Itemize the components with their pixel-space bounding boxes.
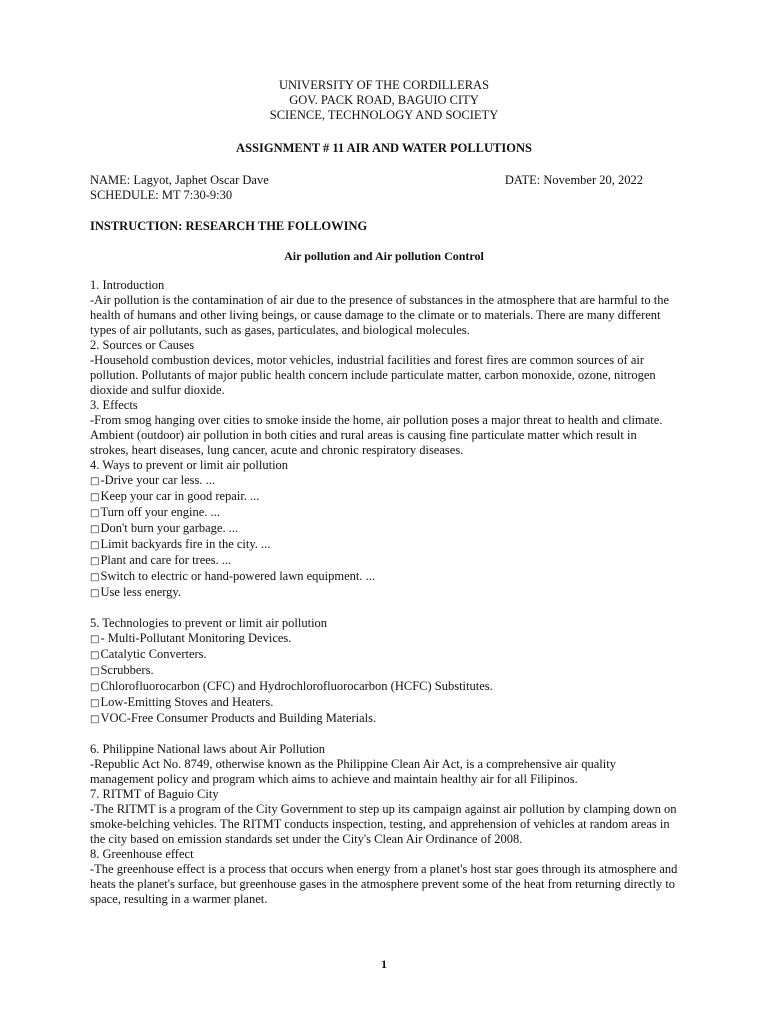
- list-item: □ Chlorofluorocarbon (CFC) and Hydrochlorofluorocarbon (HCFC) Substitutes.: [90, 679, 678, 695]
- list-item: □ - Multi-Pollutant Monitoring Devices.: [90, 631, 678, 647]
- section-heading: 7. RITMT of Baguio City: [90, 787, 219, 801]
- list-item: □ Don't burn your garbage. ...: [90, 521, 678, 537]
- section-text: -Republic Act No. 8749, otherwise known as the Philippine Clean Air Act, is a comprehensive air quality management policy and program which aims to achieve and maintain healthy air for all Filipinos.: [90, 757, 616, 786]
- name-date-row: [90, 173, 678, 188]
- assignment-title: ASSIGNMENT # 11 AIR AND WATER POLLUTIONS: [236, 141, 532, 155]
- document-body: [90, 278, 678, 907]
- list-item: □ VOC-Free Consumer Products and Building Materials.: [90, 711, 678, 727]
- section-heading: 6. Philippine National laws about Air Pollution: [90, 742, 326, 756]
- section-heading: 3. Effects: [90, 398, 138, 412]
- list-item: □ -Drive your car less. ...: [90, 473, 678, 489]
- section-text: -The greenhouse effect is a process that occurs when energy from a planet's host star goes through its atmosphere and heats the planet's surface, but greenhouse gases in the atmosphere prevent some of the heat from returning directly to space, resulting in a warmer planet.: [90, 862, 678, 906]
- list-item: □ Keep your car in good repair. ...: [90, 489, 678, 505]
- schedule: SCHEDULE: MT 7:30-9:30: [90, 188, 233, 202]
- section-text: -Air pollution is the contamination of air due to the presence of substances in the atmosphere that are harmful to the health of humans and other living beings, or cause damage to the climate or to materials. There are many different types of air pollutants, such as gases, particulates, and biological molecules.: [90, 293, 669, 337]
- section-heading: 5. Technologies to prevent or limit air pollution: [90, 616, 328, 630]
- assignment-date: DATE: November 20, 2022: [504, 173, 643, 187]
- section-heading: 4. Ways to prevent or limit air pollution: [90, 458, 289, 472]
- university-name: UNIVERSITY OF THE CORDILLERAS: [278, 78, 490, 92]
- section-text: -From smog hanging over cities to smoke inside the home, air pollution poses a major threat to health and climate. Ambient (outdoor) air pollution in both cities and rural areas is causing fine particulate matter which result in strokes, heart diseases, lung cancer, acute and chronic respiratory diseases.: [90, 413, 663, 457]
- spacer: [90, 601, 678, 616]
- instruction: INSTRUCTION: RESEARCH THE FOLLOWING: [90, 219, 368, 233]
- course-name: SCIENCE, TECHNOLOGY AND SOCIETY: [269, 108, 499, 122]
- document-header: [90, 78, 678, 123]
- list-item: □ Use less energy.: [90, 585, 678, 601]
- list-item: □ Scrubbers.: [90, 663, 678, 679]
- section-heading: 8. Greenhouse effect: [90, 847, 194, 861]
- page-number: 1: [381, 957, 387, 971]
- list-item: □ Plant and care for trees. ...: [90, 553, 678, 569]
- section-text: -Household combustion devices, motor vehicles, industrial facilities and forest fires are common sources of air pollution. Pollutants of major public health concern include particulate matter, carbon monoxide, ozone, nitrogen dioxide and sulfur dioxide.: [90, 353, 656, 397]
- section-heading: 1. Introduction: [90, 278, 165, 292]
- section-text: -The RITMT is a program of the City Government to step up its campaign against air pollution by clamping down on smoke-belching vehicles. The RITMT conducts inspection, testing, and apprehension of vehicles at random areas in the city based on emission standards set under the City's Clean Air Ordinance of 2008.: [90, 802, 677, 846]
- spacer: [90, 727, 678, 742]
- section-subtitle: Air pollution and Air pollution Control: [284, 249, 484, 263]
- list-item: □ Limit backyards fire in the city. ...: [90, 537, 678, 553]
- university-address: GOV. PACK ROAD, BAGUIO CITY: [289, 93, 479, 107]
- list-item: □ Catalytic Converters.: [90, 647, 678, 663]
- student-meta: [90, 173, 678, 203]
- list-item: □ Switch to electric or hand-powered lawn equipment. ...: [90, 569, 678, 585]
- section-heading: 2. Sources or Causes: [90, 338, 195, 352]
- student-name: NAME: Lagyot, Japhet Oscar Dave: [90, 173, 269, 187]
- list-item: □ Low-Emitting Stoves and Heaters.: [90, 695, 678, 711]
- list-item: □ Turn off your engine. ...: [90, 505, 678, 521]
